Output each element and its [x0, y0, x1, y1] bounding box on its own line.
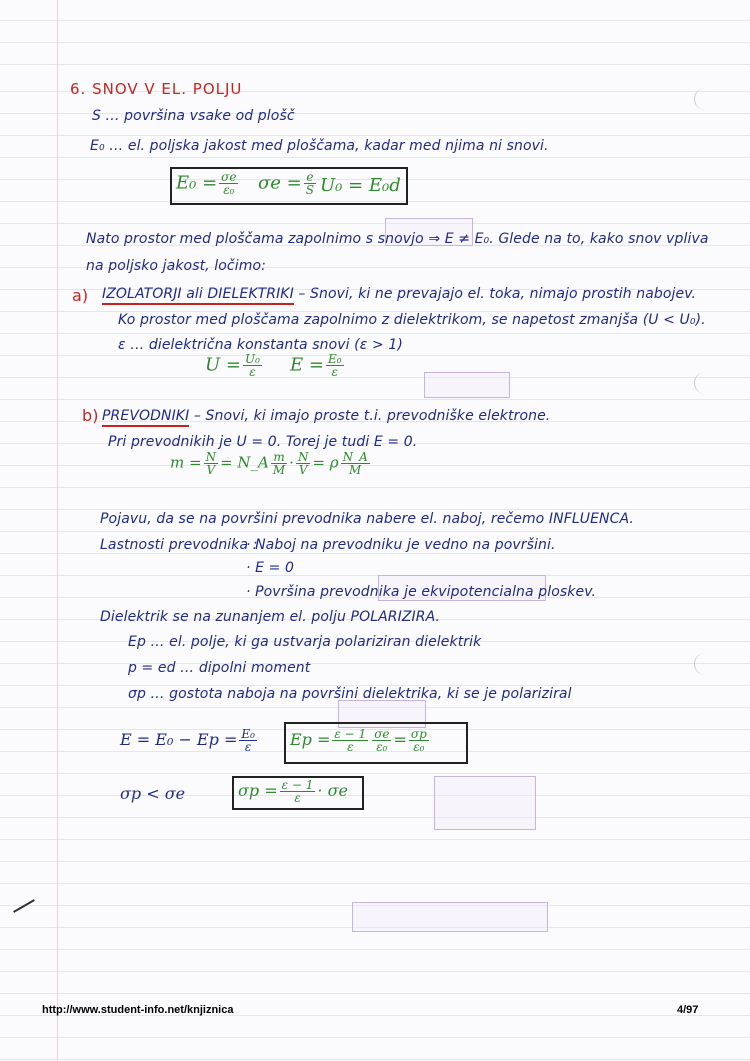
property-bullet: · E = 0 — [246, 560, 294, 576]
conductor-label: PREVODNIKI — [102, 408, 189, 427]
item-a-marker: a) — [72, 286, 89, 305]
formula-m: m = $\frac{N}{V}$ = N_A $\frac{m}{M}$ · $\frac{N}{V}$ = ρ $\frac{N\_A}{M}$ — [170, 450, 368, 477]
dielectric-label: IZOLATORJI ali DIELEKTRIKI — [102, 286, 294, 305]
item-a-line-3: ε … dielektrična konstanta snovi (ε > 1) — [118, 337, 403, 353]
ep-definition: Ep … el. polje, ki ga ustvarja polariziran dielektrik — [128, 634, 482, 650]
property-bullet: · Naboj na prevodniku je vedno na površini. — [246, 537, 556, 553]
formula-sigma-p: σp = $\frac{\varepsilon - 1}{\varepsilon}$ · σe — [238, 778, 348, 805]
binder-hole — [694, 372, 709, 394]
section-heading: 6. SNOV V EL. POLJU — [70, 80, 243, 98]
faint-stamp — [352, 902, 548, 932]
margin-line — [57, 0, 58, 1061]
item-a-line-2: Ko prostor med ploščama zapolnimo z dielektrikom, se napetost zmanjša (U < U₀). — [118, 312, 706, 328]
fill-line-1: Nato prostor med ploščama zapolnimo s snovjo ⇒ E ≠ E₀. Glede na to, kako snov vpliva — [86, 231, 709, 247]
formula-e0: E₀ = $\frac{\sigma e}{\text{ε₀}}$ — [176, 170, 237, 197]
binder-hole — [694, 88, 709, 110]
dipole-definition: p = ed … dipolni moment — [128, 660, 311, 676]
e0-definition: E₀ … el. poljska jakost med ploščama, kadar med njima ni snovi. — [90, 138, 549, 154]
sigma-p-definition: σp … gostota naboja na površini dielektrika, ki se je polariziral — [128, 686, 572, 702]
footer-url[interactable]: http://www.student-info.net/knjiznica — [42, 1004, 234, 1016]
formula-sigma-e: σe = $\frac{e}{S}$ — [258, 170, 314, 197]
polarization-line: Dielektrik se na zunanjem el. polju POLARIZIRA. — [100, 609, 441, 625]
formula-e-relation: E = E₀ − Ep = $\frac{\text{E₀}}{\varepsilon}$ — [120, 727, 255, 754]
s-definition: S … površina vsake od plošč — [92, 108, 295, 124]
item-b-line: PREVODNIKI – Snovi, ki imajo proste t.i. prevodniške elektrone. — [102, 408, 550, 424]
influence-line: Pojavu, da se na površini prevodnika nabere el. naboj, rečemo INFLUENCA. — [100, 511, 634, 527]
faint-stamp — [424, 372, 510, 398]
binder-hole — [694, 653, 709, 675]
formula-u: U = $\frac{\text{U₀}}{\varepsilon}$ — [205, 352, 260, 379]
formula-sigma-relation: σp < σe — [120, 784, 186, 803]
faint-stamp — [434, 776, 536, 830]
property-bullet: · Površina prevodnika je ekvipotencialna ploskev. — [246, 584, 597, 600]
formula-u0: U₀ = E₀d — [320, 175, 401, 196]
pen-mark — [13, 899, 35, 913]
fill-line-2: na poljsko jakost, ločimo: — [86, 258, 266, 274]
item-b-marker: b) — [82, 406, 99, 425]
page-number: 4/97 — [677, 1004, 699, 1016]
item-a-line: IZOLATORJI ali DIELEKTRIKI – Snovi, ki ne prevajajo el. toka, nimajo prostih nabojev. — [102, 286, 696, 302]
formula-ep: Ep = $\frac{\varepsilon - 1}{\varepsilon}$ $\frac{\sigma e}{\text{ε₀}}$ = $\frac{\sigma p}{\text{ε₀}}$ — [290, 727, 427, 754]
formula-e: E = $\frac{\text{E₀}}{\varepsilon}$ — [290, 352, 342, 379]
item-b-line-2: Pri prevodnikih je U = 0. Torej je tudi E = 0. — [108, 434, 418, 450]
conductor-properties: Lastnosti prevodnika : — [100, 537, 258, 553]
